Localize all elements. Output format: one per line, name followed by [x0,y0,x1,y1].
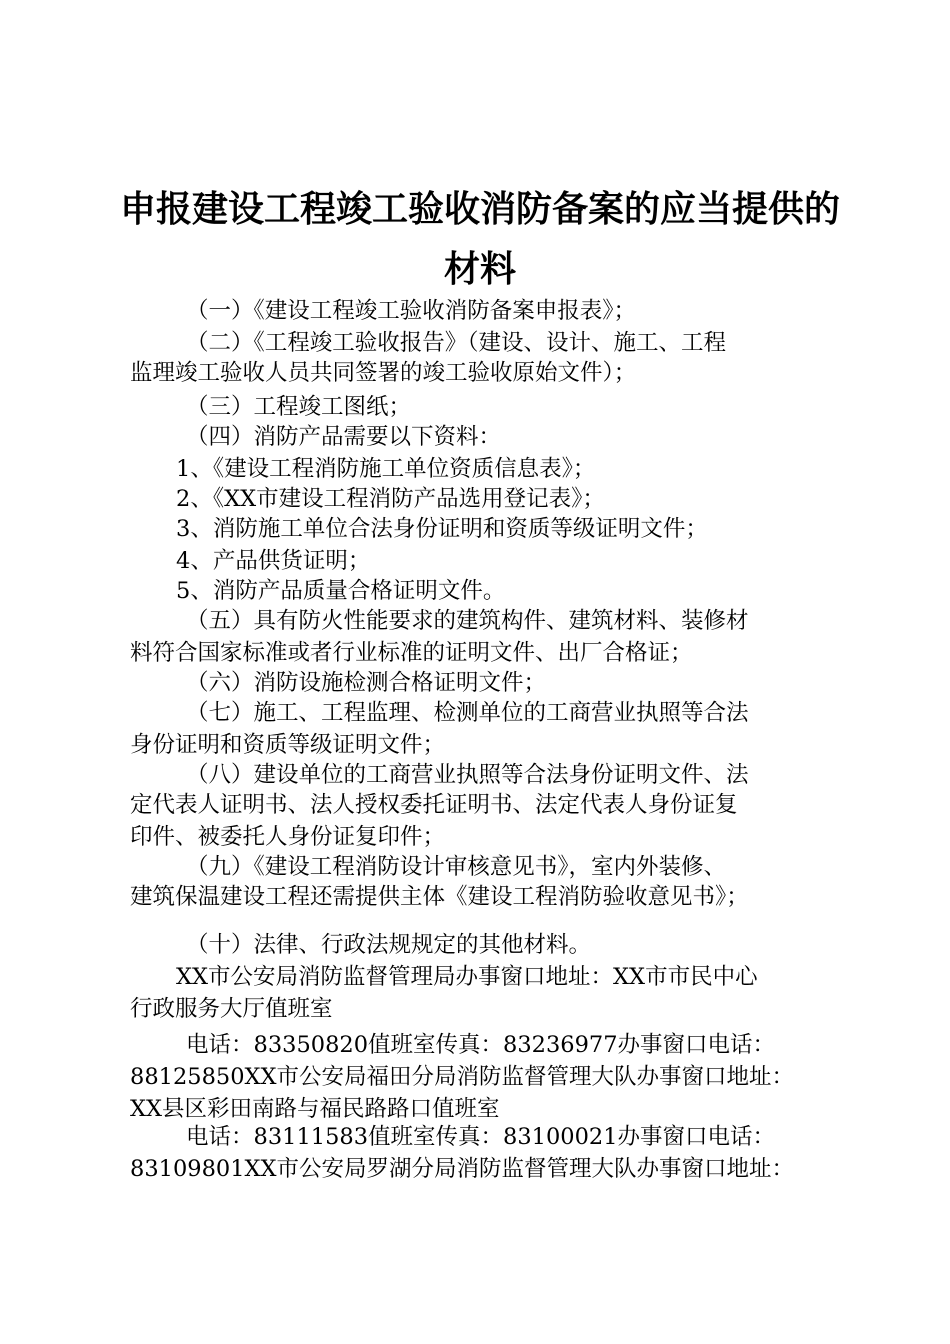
body-line: 监理竣工验收人员共同签署的竣工验收原始文件）； [130,360,637,386]
body-line: （九）《建设工程消防设计审核意见书》，室内外装修、 [186,854,727,880]
body-line: （十）法律、行政法规规定的其他材料。 [186,932,592,958]
body-line: 料符合国家标准或者行业标准的证明文件、出厂合格证； [130,640,693,666]
body-line: XX县区彩田南路与福民路路口值班室 [130,1096,500,1122]
body-line: 3、消防施工单位合法身份证明和资质等级证明文件； [176,516,708,542]
body-line: （三）工程竣工图纸； [186,394,412,420]
body-line: （一）《建设工程竣工验收消防备案申报表》； [186,298,637,324]
body-line: 5、消防产品质量合格证明文件。 [176,578,506,604]
body-line: 电话：83350820值班室传真：83236977办事窗口电话： [186,1032,776,1058]
body-line: 88125850XX市公安局福田分局消防监督管理大队办事窗口地址： [130,1064,795,1090]
body-line: （二）《工程竣工验收报告》（建设、设计、施工、工程 [186,330,727,356]
body-line: 电话：83111583值班室传真：83100021办事窗口电话： [186,1124,776,1150]
body-line: 1、《建设工程消防施工单位资质信息表》； [176,456,596,482]
body-line: 建筑保温建设工程还需提供主体《建设工程消防验收意见书》； [130,884,749,910]
body-line: （七）施工、工程监理、检测单位的工商营业执照等合法 [186,700,749,726]
body-line: （八）建设单位的工商营业执照等合法身份证明文件、法 [186,762,749,788]
body-line: 身份证明和资质等级证明文件； [130,732,446,758]
document-title-line-2: 材料 [443,249,516,290]
body-line: （五）具有防火性能要求的建筑构件、建筑材料、装修材 [186,608,749,634]
body-line: （六）消防设施检测合格证明文件； [186,670,547,696]
body-line: 行政服务大厅值班室 [130,996,333,1022]
body-line: 印件、被委托人身份证复印件； [130,824,446,850]
body-line: 定代表人证明书、法人授权委托证明书、法定代表人身份证复 [130,792,738,818]
document-title-line-1: 申报建设工程竣工验收消防备案的应当提供的 [120,189,841,230]
body-line: 4、产品供货证明； [176,548,371,574]
body-line: 2、《XX市建设工程消防产品选用登记表》； [176,486,605,512]
body-line: （四）消防产品需要以下资料： [186,424,502,450]
body-line: 83109801XX市公安局罗湖分局消防监督管理大队办事窗口地址： [130,1156,795,1182]
body-line: XX市公安局消防监督管理局办事窗口地址：XX市市民中心 [176,964,758,990]
